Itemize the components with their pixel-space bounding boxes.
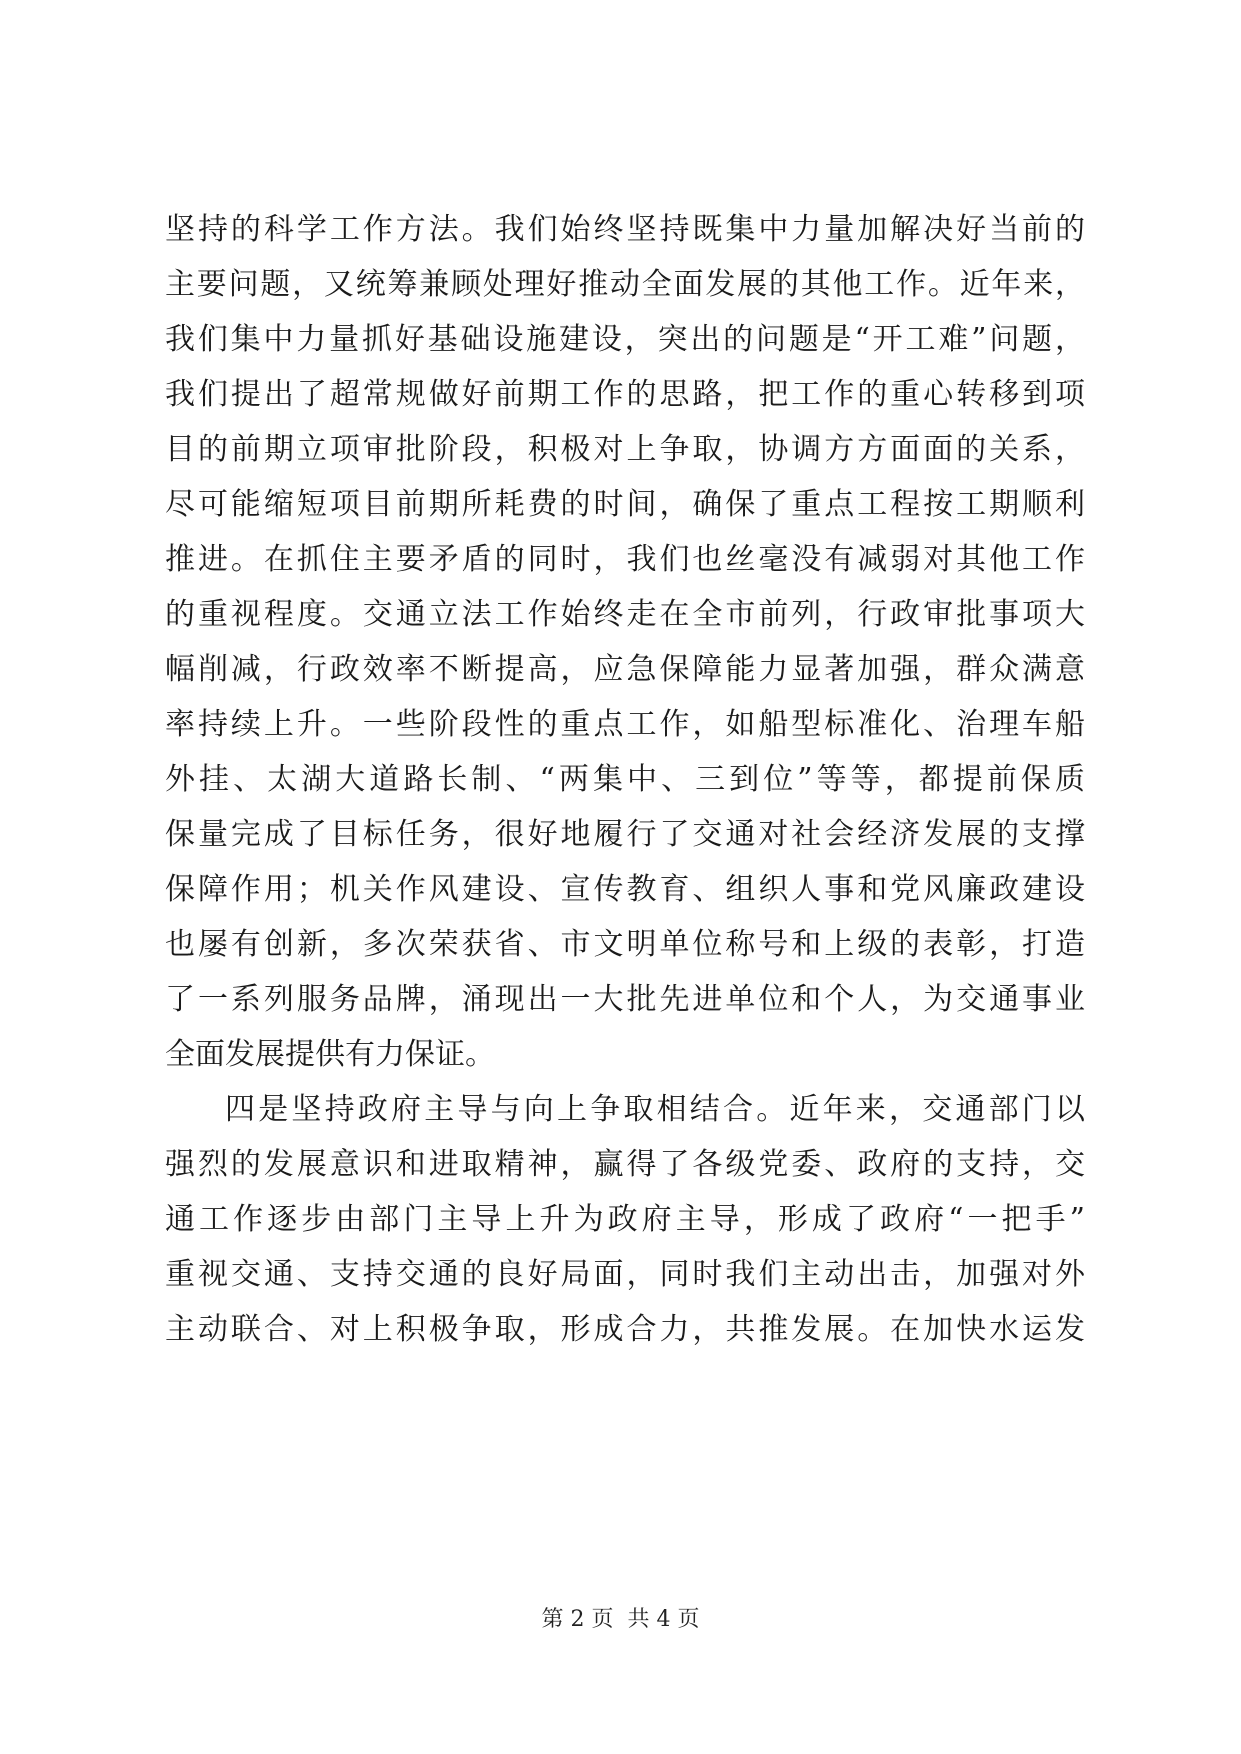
text-line: 推进。在抓住主要矛盾的同时，我们也丝毫没有减弱对其他工作: [165, 542, 1085, 577]
text-line: 了一系列服务品牌，涌现出一大批先进单位和个人，为交通事业: [165, 982, 1085, 1017]
text-line: 目的前期立项审批阶段，积极对上争取，协调方方面面的关系，: [165, 432, 1085, 467]
text-line: 重视交通、支持交通的良好局面，同时我们主动出击，加强对外: [165, 1257, 1085, 1292]
text-line: 通工作逐步由部门主导上升为政府主导，形成了政府“一把手”: [165, 1202, 1085, 1237]
page-footer: [0, 1605, 1241, 1635]
text-line: 全面发展提供有力保证。: [165, 1037, 495, 1072]
text-line: 主动联合、对上积极争取，形成合力，共推发展。在加快水运发: [165, 1312, 1085, 1347]
text-line: 幅削减，行政效率不断提高，应急保障能力显著加强，群众满意: [165, 652, 1085, 687]
text-line: 保障作用；机关作风建设、宣传教育、组织人事和党风廉政建设: [165, 872, 1085, 907]
text-line: 外挂、太湖大道路长制、“两集中、三到位”等等，都提前保质: [165, 762, 1085, 797]
text-line: 的重视程度。交通立法工作始终走在全市前列，行政审批事项大: [165, 597, 1085, 632]
page-number: 第 2 页: [541, 1607, 614, 1632]
text-line: 保量完成了目标任务，很好地履行了交通对社会经济发展的支撑: [165, 817, 1085, 852]
paragraph-first-line: 四是坚持政府主导与向上争取相结合。近年来，交通部门以: [225, 1092, 1085, 1127]
page-total: 共 4 页: [627, 1607, 700, 1632]
text-line: 强烈的发展意识和进取精神，赢得了各级党委、政府的支持，交: [165, 1147, 1085, 1182]
text-line: 主要问题，又统筹兼顾处理好推动全面发展的其他工作。近年来，: [165, 267, 1085, 302]
text-line: 率持续上升。一些阶段性的重点工作，如船型标准化、治理车船: [165, 707, 1085, 742]
text-line: 我们提出了超常规做好前期工作的思路，把工作的重心转移到项: [165, 377, 1085, 412]
text-line: 我们集中力量抓好基础设施建设，突出的问题是“开工难”问题，: [165, 322, 1085, 357]
text-line: 坚持的科学工作方法。我们始终坚持既集中力量加解决好当前的: [165, 212, 1085, 247]
text-line: 也屡有创新，多次荣获省、市文明单位称号和上级的表彰，打造: [165, 927, 1085, 962]
text-line: 尽可能缩短项目前期所耗费的时间，确保了重点工程按工期顺利: [165, 487, 1085, 522]
